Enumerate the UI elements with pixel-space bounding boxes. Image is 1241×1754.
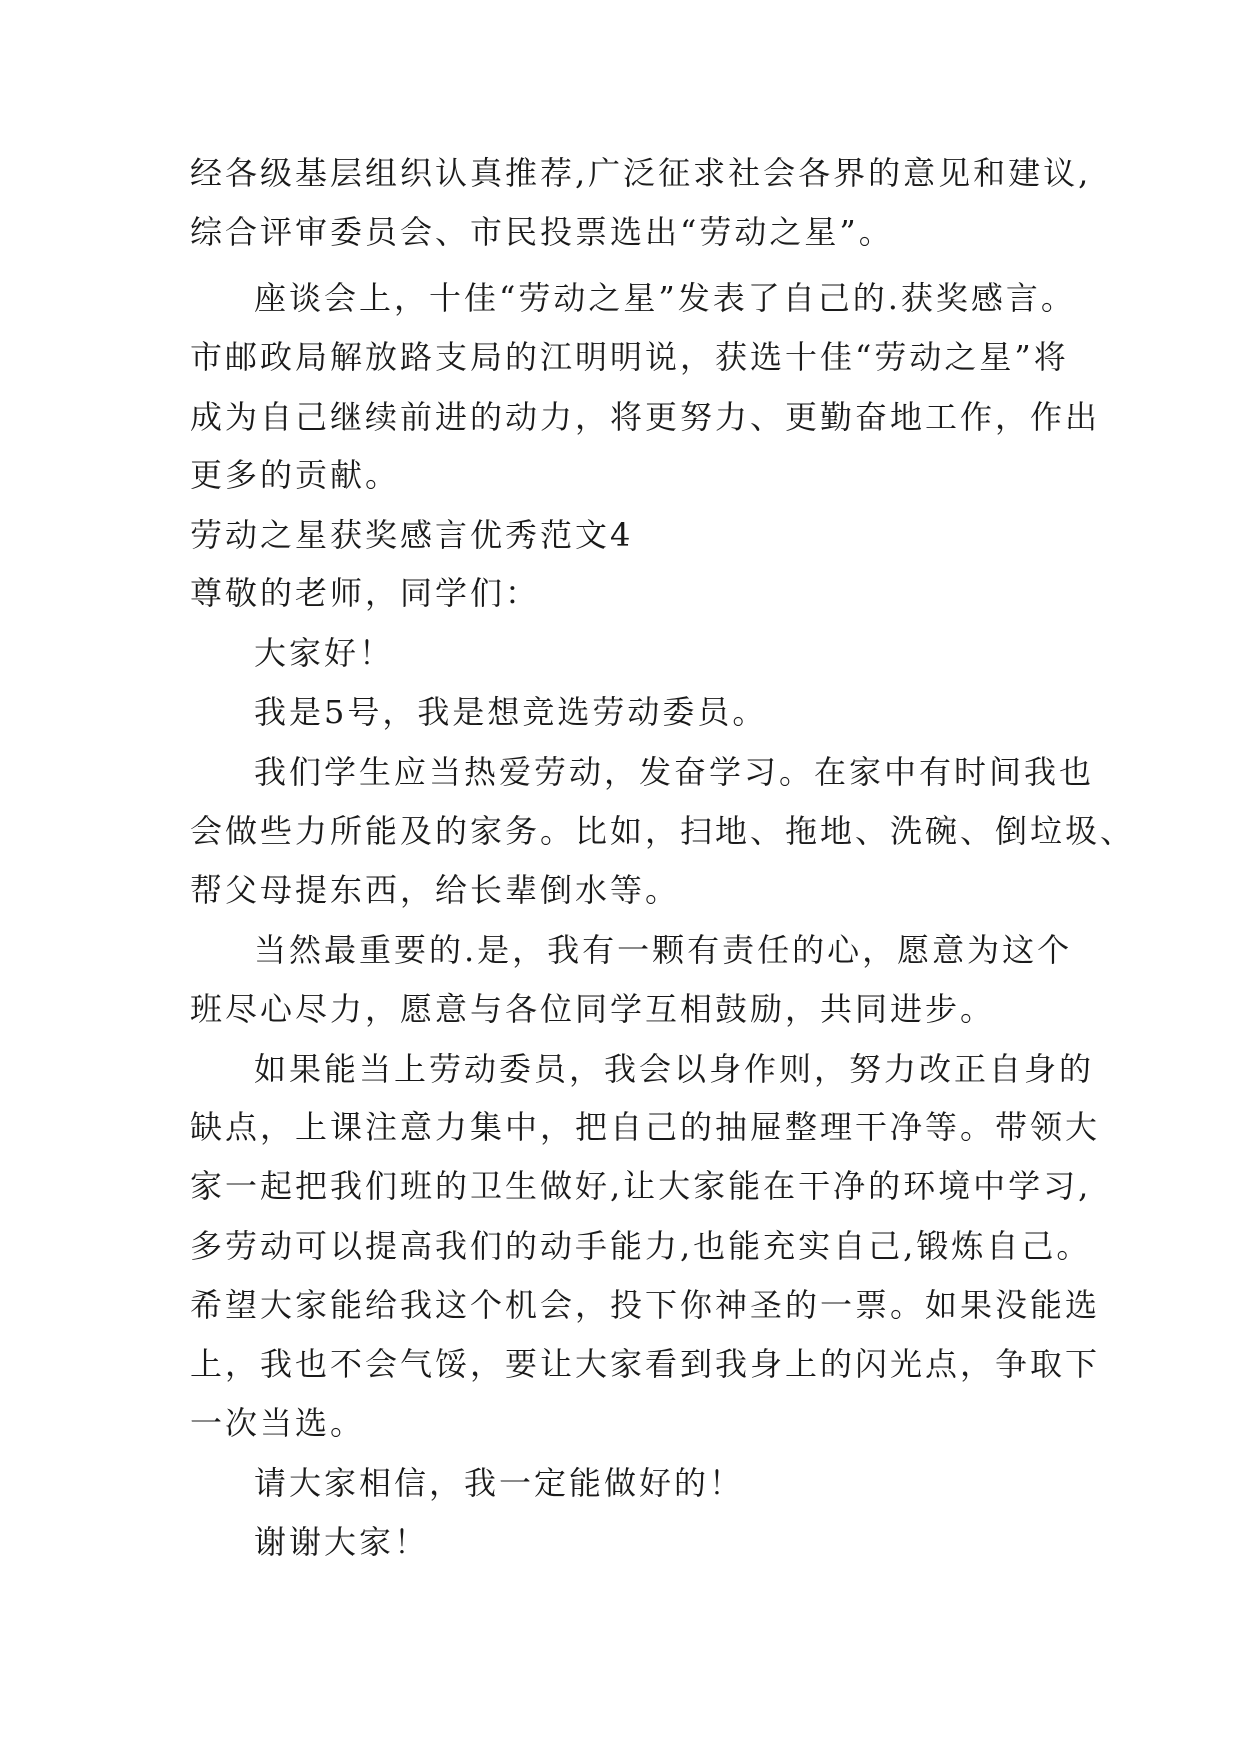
paragraph-line: 班尽心尽力，愿意与各位同学互相鼓励，共同进步。 xyxy=(190,990,996,1028)
paragraph-line: 我们学生应当热爱劳动，发奋学习。在家中有时间我也 xyxy=(254,753,1095,791)
paragraph-line: 更多的贡献。 xyxy=(190,456,401,494)
paragraph-line: 请大家相信，我一定能做好的！ xyxy=(254,1464,745,1502)
paragraph-line: 成为自己继续前进的动力，将更努力、更勤奋地工作，作出 xyxy=(190,398,1101,436)
paragraph-line: 帮父母提东西，给长辈倒水等。 xyxy=(190,871,681,909)
paragraph-line: 希望大家能给我这个机会，投下你神圣的一票。如果没能选 xyxy=(190,1286,1101,1324)
paragraph-line: 市邮政局解放路支局的江明明说，获选十佳“劳动之星”将 xyxy=(190,338,1069,376)
paragraph-line: 座谈会上，十佳“劳动之星”发表了自己的.获奖感言。 xyxy=(254,279,1076,317)
paragraph-line: 如果能当上劳动委员，我会以身作则，努力改正自身的 xyxy=(254,1050,1095,1088)
closing-line: 谢谢大家！ xyxy=(254,1523,430,1561)
paragraph-line: 当然最重要的.是，我有一颗有责任的心，愿意为这个 xyxy=(254,931,1073,969)
section-heading: 劳动之星获奖感言优秀范文4 xyxy=(190,516,634,554)
paragraph-line: 经各级基层组织认真推荐,广泛征求社会各界的意见和建议, xyxy=(190,154,1092,192)
paragraph-line: 缺点，上课注意力集中，把自己的抽屉整理干净等。带领大 xyxy=(190,1108,1101,1146)
paragraph-line: 家一起把我们班的卫生做好,让大家能在干净的环境中学习, xyxy=(190,1167,1092,1205)
paragraph-line: 一次当选。 xyxy=(190,1404,366,1442)
salutation: 尊敬的老师，同学们： xyxy=(190,574,541,612)
paragraph-line: 会做些力所能及的家务。比如，扫地、拖地、洗碗、倒垃圾、 xyxy=(190,812,1136,850)
greeting: 大家好！ xyxy=(254,634,395,672)
paragraph-line: 多劳动可以提高我们的动手能力,也能充实自己,锻炼自己。 xyxy=(190,1227,1092,1265)
paragraph-line: 我是5号，我是想竞选劳动委员。 xyxy=(254,693,768,731)
paragraph-line: 综合评审委员会、市民投票选出“劳动之星”。 xyxy=(190,213,894,251)
paragraph-line: 上，我也不会气馁，要让大家看到我身上的闪光点，争取下 xyxy=(190,1345,1101,1383)
